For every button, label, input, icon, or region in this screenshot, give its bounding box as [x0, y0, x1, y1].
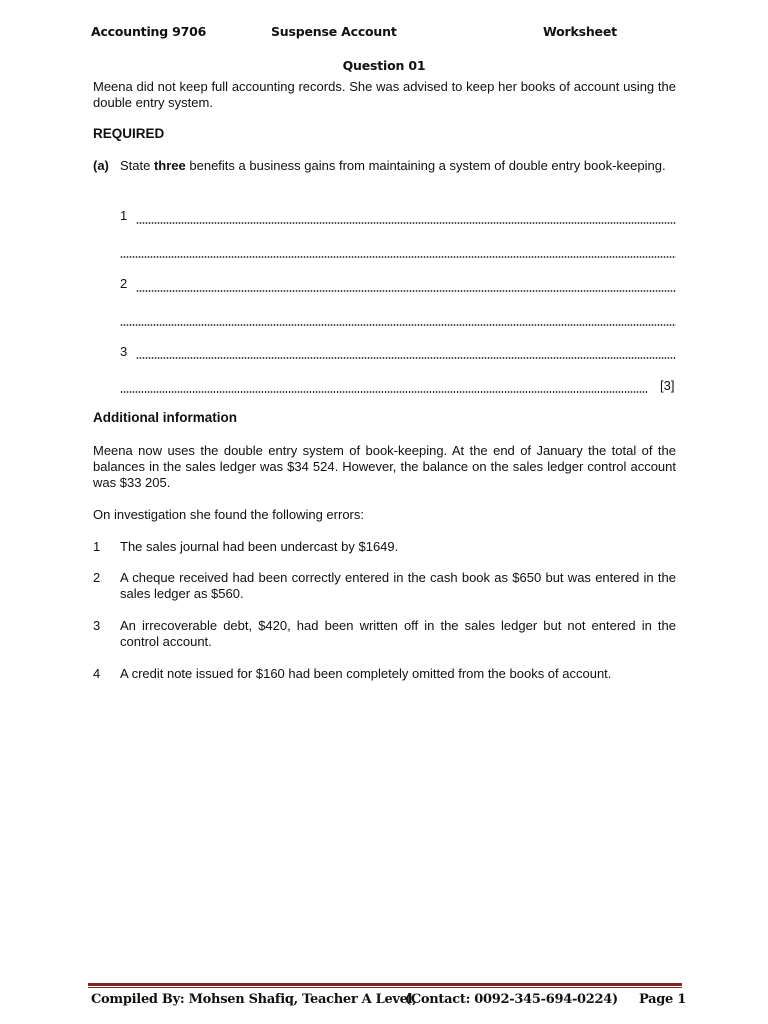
error-text-1: The sales journal had been undercast by $1649. — [120, 539, 399, 554]
answer-number-1: 1 — [120, 208, 128, 223]
part-a-text-before: State — [120, 158, 154, 173]
header-subject: Accounting 9706 — [91, 24, 207, 39]
part-a-question — [120, 158, 676, 174]
footer-rule-thin — [88, 987, 682, 988]
answer-line-1a[interactable] — [136, 222, 676, 224]
error-text-3: An irrecoverable debt, $420, had been written off in the sales ledger but not entered in the control account. — [120, 618, 676, 649]
footer-rule-thick — [88, 983, 682, 986]
answer-line-3b[interactable] — [120, 391, 648, 393]
marks-label: [3] — [660, 378, 675, 393]
additional-heading: Additional information — [93, 410, 237, 425]
footer-compiled-by: Compiled By: Mohsen Shafiq, Teacher A Level, — [91, 992, 417, 1007]
question-title: Question 01 — [342, 58, 426, 73]
part-a-text-bold: three — [153, 158, 186, 173]
error-number-3: 3 — [93, 618, 101, 633]
intro-paragraph: Meena did not keep full accounting records. She was advised to keep her books of account using the double entry system. — [93, 79, 676, 110]
answer-line-2a[interactable] — [136, 290, 676, 292]
answer-line-3a[interactable] — [136, 357, 676, 359]
part-a-label: (a) — [93, 158, 109, 173]
answer-line-2b[interactable] — [120, 324, 676, 326]
answer-line-1b[interactable] — [120, 256, 676, 258]
answer-number-2: 2 — [120, 276, 128, 291]
answer-number-3: 3 — [120, 344, 128, 359]
header-type: Worksheet — [543, 24, 617, 39]
error-number-4: 4 — [93, 666, 101, 681]
error-number-1: 1 — [93, 539, 101, 554]
header-topic: Suspense Account — [271, 24, 397, 39]
investigation-text: On investigation she found the following errors: — [93, 507, 364, 522]
error-text-4: A credit note issued for $160 had been completely omitted from the books of account. — [120, 666, 612, 681]
footer-contact: (Contact: 0092-345-694-0224) — [405, 992, 618, 1007]
footer-page-number: Page 1 — [639, 992, 686, 1007]
error-text-2: A cheque received had been correctly entered in the cash book as $650 but was entered in the sales ledger as $560. — [120, 570, 676, 601]
error-number-2: 2 — [93, 570, 101, 585]
additional-paragraph: Meena now uses the double entry system of book-keeping. At the end of January the total of the balances in the sales ledger was $34 524. However, the balance on the sales ledger control account was $33 205. — [93, 443, 676, 490]
required-heading: REQUIRED — [93, 126, 165, 141]
part-a-text-after: benefits a business gains from maintaining a system of double entry book-keeping. — [185, 158, 666, 173]
